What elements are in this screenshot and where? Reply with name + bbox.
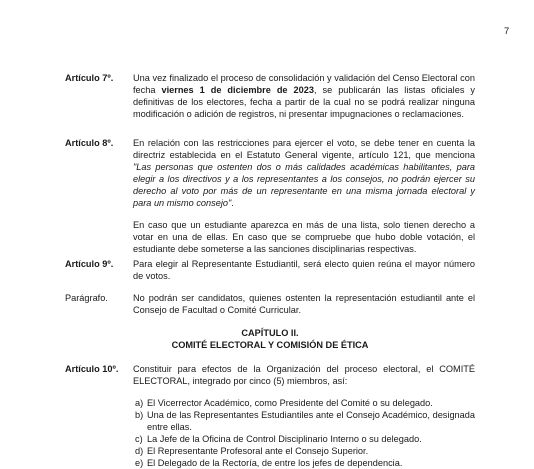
paragrafo-text: No podrán ser candidatos, quienes ostenten la representación estudiantil ante el Consejo de Facultad o Comité Curricular.	[133, 293, 475, 315]
article-7-text-post: , se publicarán las listas oficiales y definitivas de los electores, fecha a partir de la cual no se podrá realizar ninguna modificación o adición de registros, ni presentar impugnaciones o reclamaciones.	[133, 85, 475, 119]
list-item-text: El Vicerrector Académico, como Presidente del Comité o su delegado.	[147, 398, 433, 408]
list-item-marker: a)	[135, 398, 144, 408]
list-item	[133, 457, 475, 469]
article-9-text: Para elegir al Representante Estudiantil, será electo quien reúna el mayor número de votos.	[133, 259, 475, 281]
article-8-quote: "Las personas que ostenten dos o más calidades académicas habilitantes, para elegir a los directivos y a los representantes a los consejos, no podrán ejercer su derecho al voto por más de un representante en una misma jornada electoral y para un mismo consejo"	[133, 162, 475, 208]
page-number: 7	[504, 26, 510, 37]
article-7-label: Artículo 7º.	[65, 73, 114, 83]
article-9-label: Artículo 9º.	[65, 259, 114, 269]
list-item	[133, 433, 475, 445]
article-8-label: Artículo 8º.	[65, 138, 114, 148]
article-10-text: Constituir para efectos de la Organización del proceso electoral, el COMITÉ ELECTORAL, integrado por cinco (5) miembros, así:	[133, 364, 475, 386]
list-item	[133, 445, 475, 457]
chapter-subtitle: COMITÉ ELECTORAL Y COMISIÓN DE ÉTICA	[171, 340, 369, 350]
list-item-marker: e)	[135, 458, 144, 468]
paragrafo-body	[133, 292, 475, 316]
list-item-text: La Jefe de la Oficina de Control Disciplinario Interno o su delegado.	[147, 434, 422, 444]
article-8-p1-pre: En relación con las restricciones para ejercer el voto, se debe tener en cuenta la directriz establecida en el Estatuto General vigente, artículo 121, que menciona	[133, 138, 475, 160]
list-item	[133, 397, 475, 409]
article-7	[65, 72, 475, 120]
chapter-heading	[65, 327, 475, 351]
list-item-marker: b)	[135, 410, 144, 420]
list-item-text: Una de las Representantes Estudiantiles ante el Consejo Académico, designada entre ellas.	[147, 410, 475, 432]
article-10-label: Artículo 10º.	[65, 364, 119, 374]
article-8-body	[133, 137, 475, 255]
article-7-text-pre: Una vez finalizado el proceso de consolidación y validación del Censo Electoral con fecha	[133, 73, 475, 95]
list-item-text: El Representante Profesoral ante el Consejo Superior.	[147, 446, 369, 456]
list-item	[133, 409, 475, 433]
article-8-p1-post: .	[231, 198, 234, 208]
list-item-text: El Delegado de la Rectoría, de entre los jefes de dependencia.	[147, 458, 403, 468]
paragrafo-label: Parágrafo.	[65, 293, 108, 303]
article-9	[65, 258, 475, 282]
article-8	[65, 137, 475, 255]
chapter-title: CAPÍTULO II.	[241, 328, 299, 338]
list-item-marker: d)	[135, 446, 144, 456]
article-7-body	[133, 72, 475, 120]
article-8-p2: En caso que un estudiante aparezca en más de una lista, solo tienen derecho a votar en una de ellas. En caso que se compruebe que hubo doble votación, el estudiante debe someterse a las sanciones disciplinarias respectivas.	[133, 220, 475, 254]
article-9-body	[133, 258, 475, 282]
committee-members-list	[133, 397, 475, 469]
article-10	[65, 363, 475, 469]
article-7-date: viernes 1 de diciembre de 2023	[161, 85, 314, 95]
paragrafo	[65, 292, 475, 316]
article-10-body	[133, 363, 475, 469]
list-item-marker: c)	[135, 434, 143, 444]
